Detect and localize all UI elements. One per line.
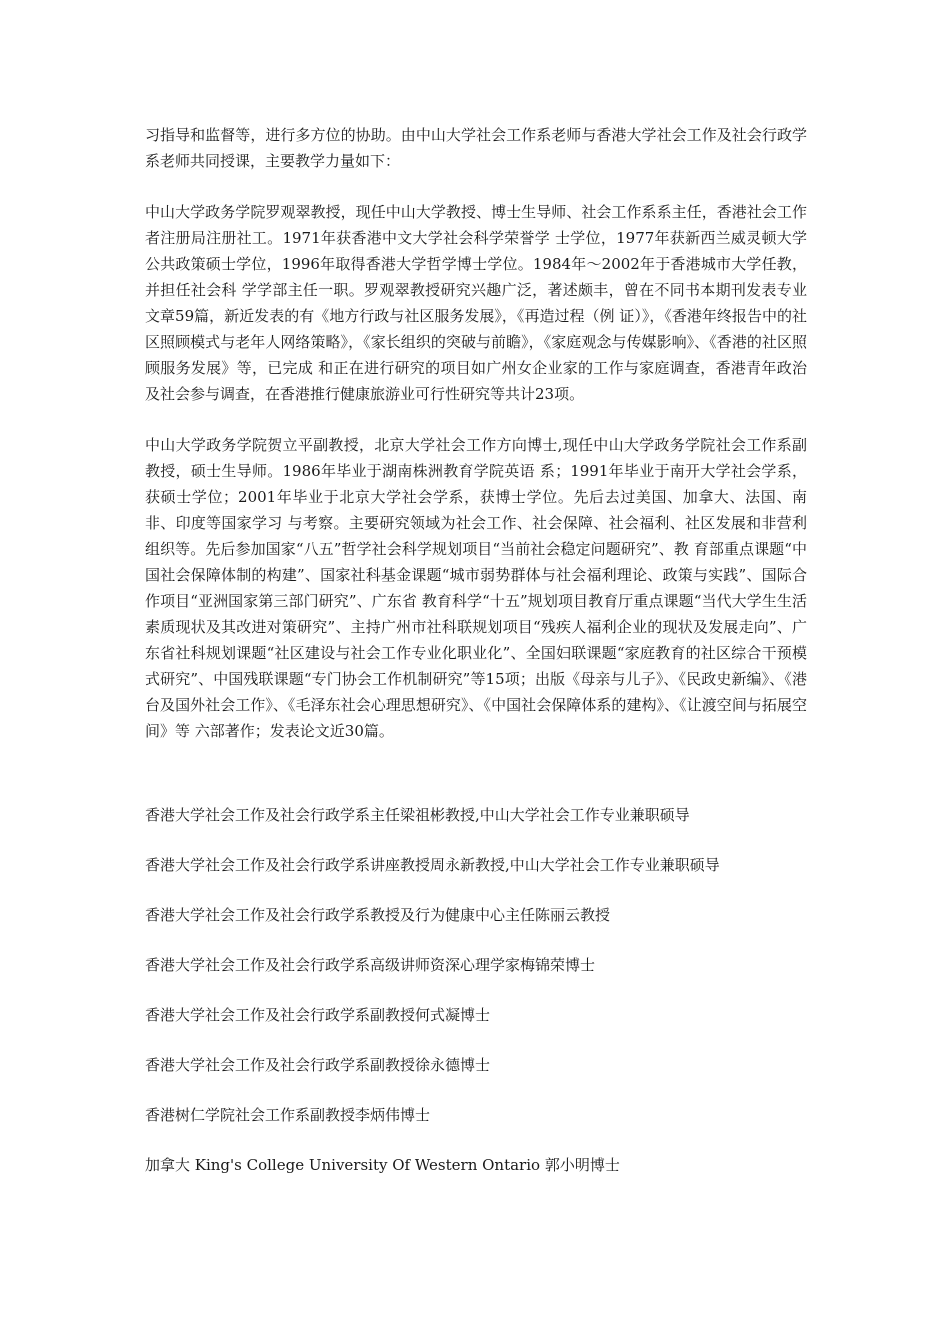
staff-list-item: 香港大学社会工作及社会行政学系高级讲师资深心理学家梅锦荣博士 — [145, 956, 596, 974]
staff-list-item: 香港大学社会工作及社会行政学系副教授何式凝博士 — [145, 1006, 491, 1024]
list-gap — [145, 878, 807, 902]
section-gap — [145, 744, 807, 802]
paragraph-gap — [145, 174, 807, 199]
staff-list-item: 香港大学社会工作及社会行政学系教授及行为健康中心主任陈丽云教授 — [145, 906, 611, 924]
intro-paragraph: 习指导和监督等，进行多方位的协助。由中山大学社会工作系老师与香港大学社会工作及社会行政学系老师共同授课，主要教学力量如下： — [145, 126, 807, 170]
staff-list-item: 香港树仁学院社会工作系副教授李炳伟博士 — [145, 1106, 431, 1124]
staff-list-item: 加拿大 King's College University Of Western Ontario 郭小明博士 — [145, 1156, 620, 1174]
bio-paragraph-he: 中山大学政务学院贺立平副教授，北京大学社会工作方向博士,现任中山大学政务学院社会工作系副教授，硕士生导师。1986年毕业于湖南株洲教育学院英语 系；1991年毕业于南开大学社会学系，获硕士学位；2001年毕业于北京大学社会学系，获博士学位。先后去过美国、加拿大、法国、南非、印度等国家学习 与考察。主要研究领域为社会工作、社会保障、社会福利、社区发展和非营利组织等。先后参加国家“八五”哲学社会科学规划项目“当前社会稳定问题研究”、教 育部重点课题“中国社会保障体制的构建”、国家社科基金课题“城市弱势群体与社会福利理论、政策与实践”、国际合作项目“亚洲国家第三部门研究”、广东省 教育科学“十五”规划项目教育厅重点课题“当代大学生生活素质现状及其改进对策研究”、主持广州市社科联规划项目“残疾人福利企业的现状及发展走向”、广 东省社科规划课题“社区建设与社会工作专业化职业化”、全国妇联课题“家庭教育的社区综合干预模式研究”、中国残联课题“专门协会工作机制研究”等15项；出版《母亲与儿子》、《民政史新编》、《港台及国外社会工作》、《毛泽东社会心理思想研究》、《中国社会保障体系的建构》、《让渡空间与拓展空间》等 六部著作；发表论文近30篇。 — [145, 436, 807, 740]
list-gap — [145, 828, 807, 852]
document-body — [145, 122, 807, 1178]
list-gap — [145, 1128, 807, 1152]
list-gap — [145, 928, 807, 952]
list-gap — [145, 1078, 807, 1102]
bio-paragraph-luo: 中山大学政务学院罗观翠教授，现任中山大学教授、博士生导师、社会工作系系主任，香港社会工作者注册局注册社工。1971年获香港中文大学社会科学荣誉学 士学位，1977年获新西兰威灵顿大学公共政策硕士学位，1996年取得香港大学哲学博士学位。1984年～2002年于香港城市大学任教，并担任社会科 学学部主任一职。罗观翠教授研究兴趣广泛，著述颇丰，曾在不同书本期刊发表专业文章59篇，新近发表的有《地方行政与社区服务发展》，《再造过程（例 证）》，《香港年终报告中的社区照顾模式与老年人网络策略》，《家长组织的突破与前瞻》，《家庭观念与传媒影响》、《香港的社区照顾服务发展》等，已完成 和正在进行研究的项目如广州女企业家的工作与家庭调查，香港青年政治及社会参与调查，在香港推行健康旅游业可行性研究等共计23项。 — [145, 203, 807, 403]
staff-list-item: 香港大学社会工作及社会行政学系副教授徐永德博士 — [145, 1056, 491, 1074]
list-gap — [145, 978, 807, 1002]
paragraph-gap — [145, 407, 807, 432]
staff-list-item: 香港大学社会工作及社会行政学系讲座教授周永新教授,中山大学社会工作专业兼职硕导 — [145, 856, 720, 874]
staff-list-item: 香港大学社会工作及社会行政学系主任梁祖彬教授,中山大学社会工作专业兼职硕导 — [145, 806, 690, 824]
list-gap — [145, 1028, 807, 1052]
